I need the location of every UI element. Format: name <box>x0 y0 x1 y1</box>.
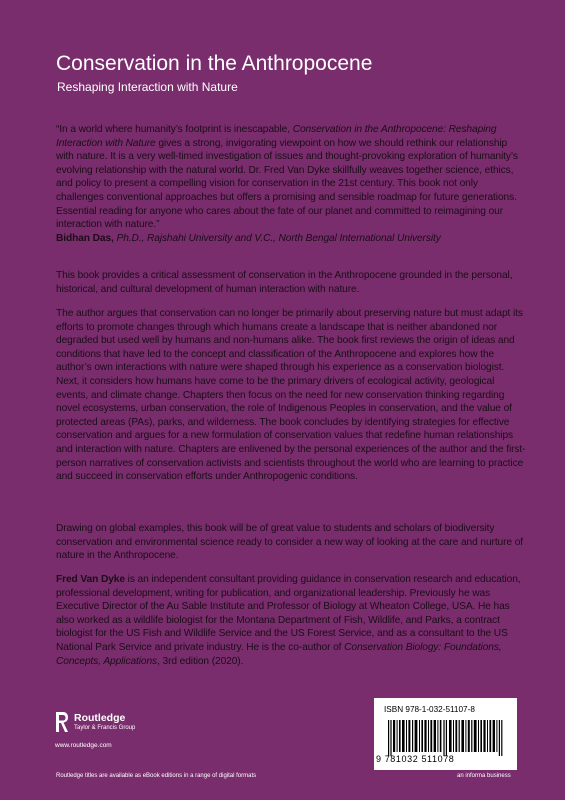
bio-text-2: , 3rd edition (2020). <box>157 655 244 667</box>
author-bio <box>56 573 526 668</box>
description-paragraph-1 <box>56 269 526 296</box>
routledge-logo <box>55 710 135 734</box>
quote-text-2: gives a strong, invigorating viewpoint on how we should rethink our relationship with nature. It is a very well-timed investigation of issues and thought-provoking exploration of humanity’s evolving relationship with the natural world. Dr. Fred Van Dyke skillfully weaves together science, ethics, and policy to present a compelling vision for conservation in the 21st century. This book not only challenges conventional approaches but offers a promising and sensible roadmap for future generations. Essential reading for anyone who cares about the fate of our planet and committed to reimagining our interaction with nature.” <box>56 137 518 231</box>
routledge-r-icon <box>55 710 69 734</box>
description-paragraph-3 <box>56 522 526 563</box>
quote-text-1: “In a world where humanity’s footprint is inescapable, <box>56 124 293 135</box>
author-name: Fred Van Dyke <box>56 574 125 585</box>
quote-author: Bidhan Das, <box>56 232 114 244</box>
paragraph-text: Drawing on global examples, this book will be of great value to students and scholars of biodiversity conservation and environmental science ready to consider a new way of looking at the care and nurture of nature in the Anthropocene. <box>56 523 523 562</box>
paragraph-text: The author argues that conservation can no longer be primarily about preserving nature but must adapt its efforts to promote changes through which humans create a landscape that is neither abandoned nor degraded but used well by humans and non-humans alike. The book first reviews the origin of ideas and conditions that have led to the concept and classification of the Anthropocene and explores how the author’s own interactions with nature were shaped through his experience as a conservation biologist. Next, it considers how humans have come to be the primary drivers of ecological activity, geological events, and climate change. Chapters then focus on the need for new conservation thinking regarding novel ecosystems, urban conservation, the role of Indigenous Peoples in conservation, and the value of protected areas (PAs), parks, and wilderness. The book concludes by identifying strategies for effective conservation and argues for a new formulation of conservation values that redefine human relationships and interaction with nature. Chapters are enlivened by the personal experiences of the author and the first-person narratives of conservation activists and scientists throughout the world who are learning to practice and succeed in conservation efforts under Anthropogenic conditions. <box>56 308 526 483</box>
isbn-barcode <box>374 698 517 770</box>
informa-note: an informa business <box>457 773 511 779</box>
publisher-url[interactable]: www.routledge.com <box>55 742 112 749</box>
book-title: Conservation in the Anthropocene <box>56 52 373 75</box>
ebook-note: Routledge titles are available as eBook editions in a range of digital formats <box>56 773 257 779</box>
barcode-bars <box>384 720 508 756</box>
publisher-name: Routledge <box>74 711 126 724</box>
quote-book-title: Conservation in the Anthropocene: Reshaping Interaction with Nature <box>56 124 497 149</box>
paragraph-text: This book provides a critical assessment of conservation in the Anthropocene grounded in the personal, historical, and cultural development of human interaction with nature. <box>56 270 513 295</box>
isbn-label: ISBN 978-1-032-51107-8 <box>384 705 475 714</box>
publisher-group: Taylor & Francis Group <box>74 724 136 731</box>
quote-affiliation: Ph.D., Rajshahi University and V.C., North Bengal International University <box>113 232 441 244</box>
isbn-digits: 9 781032 511078 <box>376 754 455 764</box>
book-subtitle: Reshaping Interaction with Nature <box>57 80 238 94</box>
bio-book-title: Conservation Biology: Foundations, Concepts, Applications <box>56 641 502 667</box>
bio-text-1: is an independent consultant providing guidance in conservation research and education, professional development, writing for publication, and organizational leadership. Previously he was Executive Director of the Au Sable Institute and Professor of Biology at Wheaton College, USA. He has also worked as a wildlife biologist for the Montana Department of Fish, Wildlife, and Parks, a contract biologist for the US Fish and Wildlife Service and the US Forest Service, and as a consultant to the US National Park Service and private industry. He is the co-author of <box>56 574 521 653</box>
description-paragraph-2 <box>56 307 526 484</box>
endorsement-quote <box>56 123 526 245</box>
